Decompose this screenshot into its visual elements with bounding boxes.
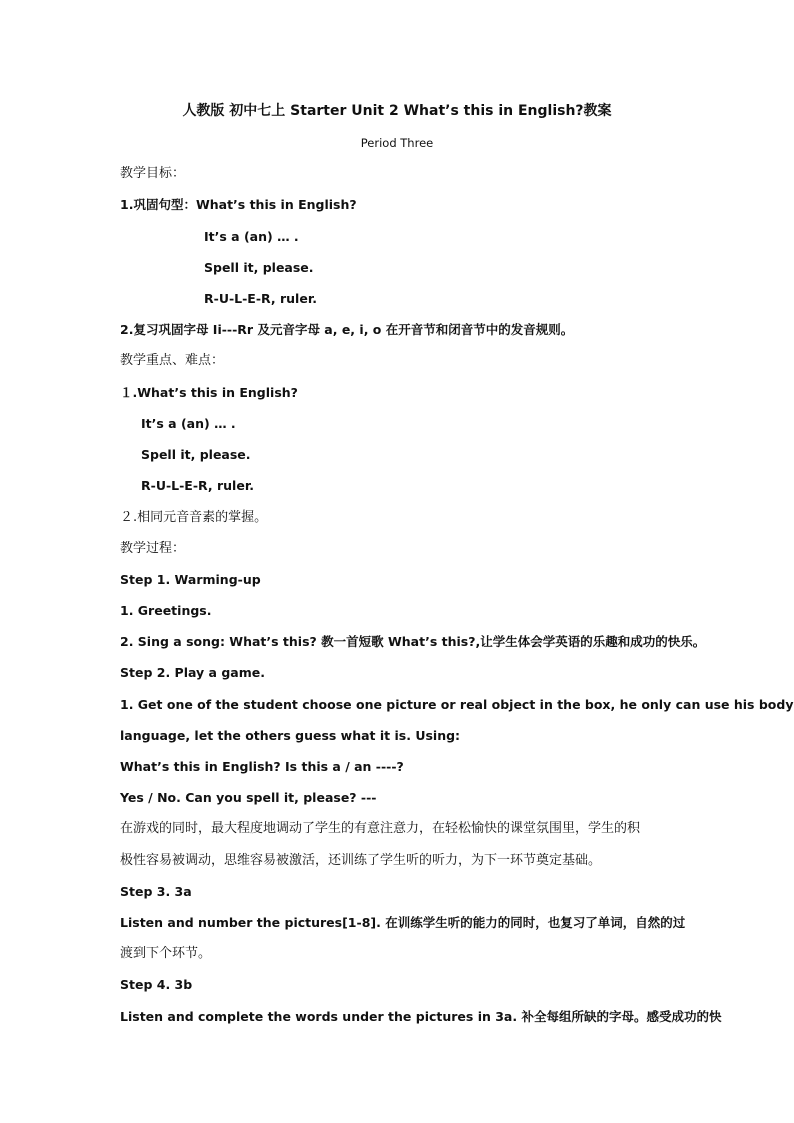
step-1-heading: Step 1. Warming-up bbox=[120, 572, 261, 587]
document-subtitle: Period Three bbox=[360, 136, 434, 150]
objective-1-line-3: Spell it, please. bbox=[204, 260, 314, 275]
step-2-note-1: 在游戏的同时，最大程度地调动了学生的有意注意力，在轻松愉快的课堂氛围里，学生的积 bbox=[120, 821, 641, 836]
section-heading-process: 教学过程： bbox=[120, 541, 186, 556]
key-point-2: ２.相同元音音素的掌握。 bbox=[120, 510, 268, 525]
key-point-1-line-2: It’s a (an) … . bbox=[141, 416, 236, 431]
step-2-item-1: 1. Get one of the student choose one picture or real object in the box, he only can use his body bbox=[120, 697, 794, 712]
step-2-dialogue-2: Yes / No. Can you spell it, please? --- bbox=[120, 790, 377, 805]
step-4-heading: Step 4. 3b bbox=[120, 977, 193, 992]
key-point-1-line-4: R-U-L-E-R, ruler. bbox=[141, 478, 254, 493]
step-4-text-1: Listen and complete the words under the pictures in 3a. 补全每组所缺的字母。感受成功的快 bbox=[120, 1009, 722, 1024]
step-1-item-2: 2. Sing a song: What’s this? 教一首短歌 What’s this?,让学生体会学英语的乐趣和成功的快乐。 bbox=[120, 634, 706, 649]
step-3-text-2: 渡到下个环节。 bbox=[120, 946, 212, 961]
objective-2: 2.复习巩固字母 Ii---Rr 及元音字母 a, e, i, o 在开音节和闭音节中的发音规则。 bbox=[120, 322, 574, 337]
key-point-1-line-3: Spell it, please. bbox=[141, 447, 251, 462]
objective-1-line-2: It’s a (an) … . bbox=[204, 229, 299, 244]
objective-1: 1.巩固句型：What’s this in English? bbox=[120, 197, 357, 212]
step-3-heading: Step 3. 3a bbox=[120, 884, 192, 899]
section-heading-key-points: 教学重点、难点： bbox=[120, 353, 225, 368]
step-2-item-1-cont: language, let the others guess what it is. Using: bbox=[120, 728, 461, 743]
objective-1-line-4: R-U-L-E-R, ruler. bbox=[204, 291, 317, 306]
step-1-item-1: 1. Greetings. bbox=[120, 603, 212, 618]
section-heading-objectives: 教学目标： bbox=[120, 166, 186, 181]
step-3-text-1: Listen and number the pictures[1-8]. 在训练学生听的能力的同时，也复习了单词，自然的过 bbox=[120, 915, 686, 930]
step-2-heading: Step 2. Play a game. bbox=[120, 665, 265, 680]
document-title: 人教版 初中七上 Starter Unit 2 What’s this in English?教案 bbox=[182, 103, 612, 119]
step-2-dialogue-1: What’s this in English? Is this a / an ----? bbox=[120, 759, 404, 774]
step-2-note-2: 极性容易被调动，思维容易被激活，还训练了学生听的听力，为下一环节奠定基础。 bbox=[120, 853, 602, 868]
key-point-1: １.What’s this in English? bbox=[120, 385, 298, 400]
